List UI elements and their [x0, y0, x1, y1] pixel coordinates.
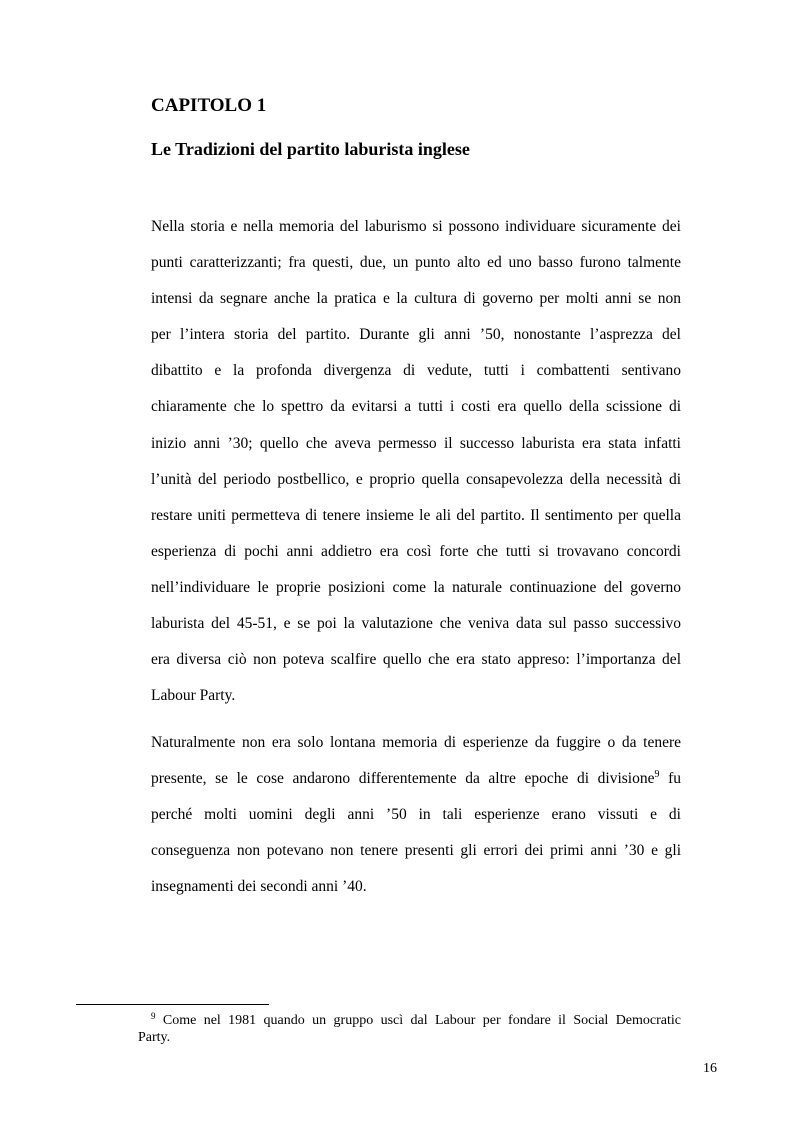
paragraph-line: chiaramente che lo spettro da evitarsi a tutti i costi era quello della scissione di — [151, 398, 681, 416]
page-number: 16 — [703, 1061, 717, 1076]
footnote-reference[interactable]: 9 — [654, 769, 660, 781]
paragraph-line: intensi da segnare anche la pratica e la cultura di governo per molti anni se non — [151, 290, 681, 308]
paragraph-line: nell’individuare le proprie posizioni come la naturale continuazione del governo — [151, 578, 681, 596]
paragraph-line: Naturalmente non era solo lontana memoria di esperienze da fuggire o da tenere — [151, 734, 681, 751]
paragraph-line: conseguenza non potevano non tenere presenti gli errori dei primi anni ’30 e gli — [151, 842, 681, 860]
paragraph-1 — [151, 209, 681, 714]
footnote-separator — [76, 1004, 269, 1005]
paragraph-text: fu — [659, 770, 682, 788]
footnote-number: 9 — [151, 1011, 156, 1021]
paragraph-line: l’unità del periodo postbellico, e proprio quella consapevolezza della necessità di — [151, 470, 681, 488]
paragraph-line: punti caratterizzanti; fra questi, due, un punto alto ed uno basso furono talmente — [151, 254, 681, 272]
paragraph-line: Nella storia e nella memoria del laburismo si possono individuare sicuramente dei — [151, 218, 681, 235]
paragraph-line: per l’intera storia del partito. Durante gli anni ’50, nonostante l’asprezza del — [151, 326, 681, 344]
paragraph-line: dibattito e la profonda divergenza di vedute, tutti i combattenti sentivano — [151, 362, 681, 380]
footnote — [138, 1011, 681, 1046]
chapter-title: Le Tradizioni del partito laburista inglese — [151, 139, 470, 159]
paragraph-line: laburista del 45-51, e se poi la valutazione che veniva data sul passo successivo — [151, 615, 681, 633]
paragraph-2 — [151, 725, 681, 905]
paragraph-line: Labour Party. — [151, 687, 236, 705]
paragraph-line: restare uniti permetteva di tenere insieme le ali del partito. Il sentimento per quella — [151, 506, 681, 524]
paragraph-line: esperienza di pochi anni addietro era così forte che tutti si trovavano concordi — [151, 542, 681, 560]
paragraph-line-with-note — [151, 761, 681, 797]
paragraph-line: insegnamenti dei secondi anni ’40. — [151, 878, 367, 896]
paragraph-text: presente, se le cose andarono differentemente da altre epoche di divisione — [151, 770, 655, 788]
chapter-label: CAPITOLO 1 — [151, 95, 267, 116]
paragraph-line: perché molti uomini degli anni ’50 in tali esperienze erano vissuti e di — [151, 806, 681, 824]
paragraph-line: inizio anni ’30; quello che aveva permesso il successo laburista era stata infatti — [151, 434, 681, 452]
footnote-text: Come nel 1981 quando un gruppo uscì dal Labour per fondare il Social Democratic — [155, 1013, 681, 1028]
footnote-line: Party. — [138, 1030, 171, 1045]
footnote-line — [151, 1012, 681, 1029]
paragraph-line: era diversa ciò non poteva scalfire quello che era stato appreso: l’importanza del — [151, 651, 681, 669]
